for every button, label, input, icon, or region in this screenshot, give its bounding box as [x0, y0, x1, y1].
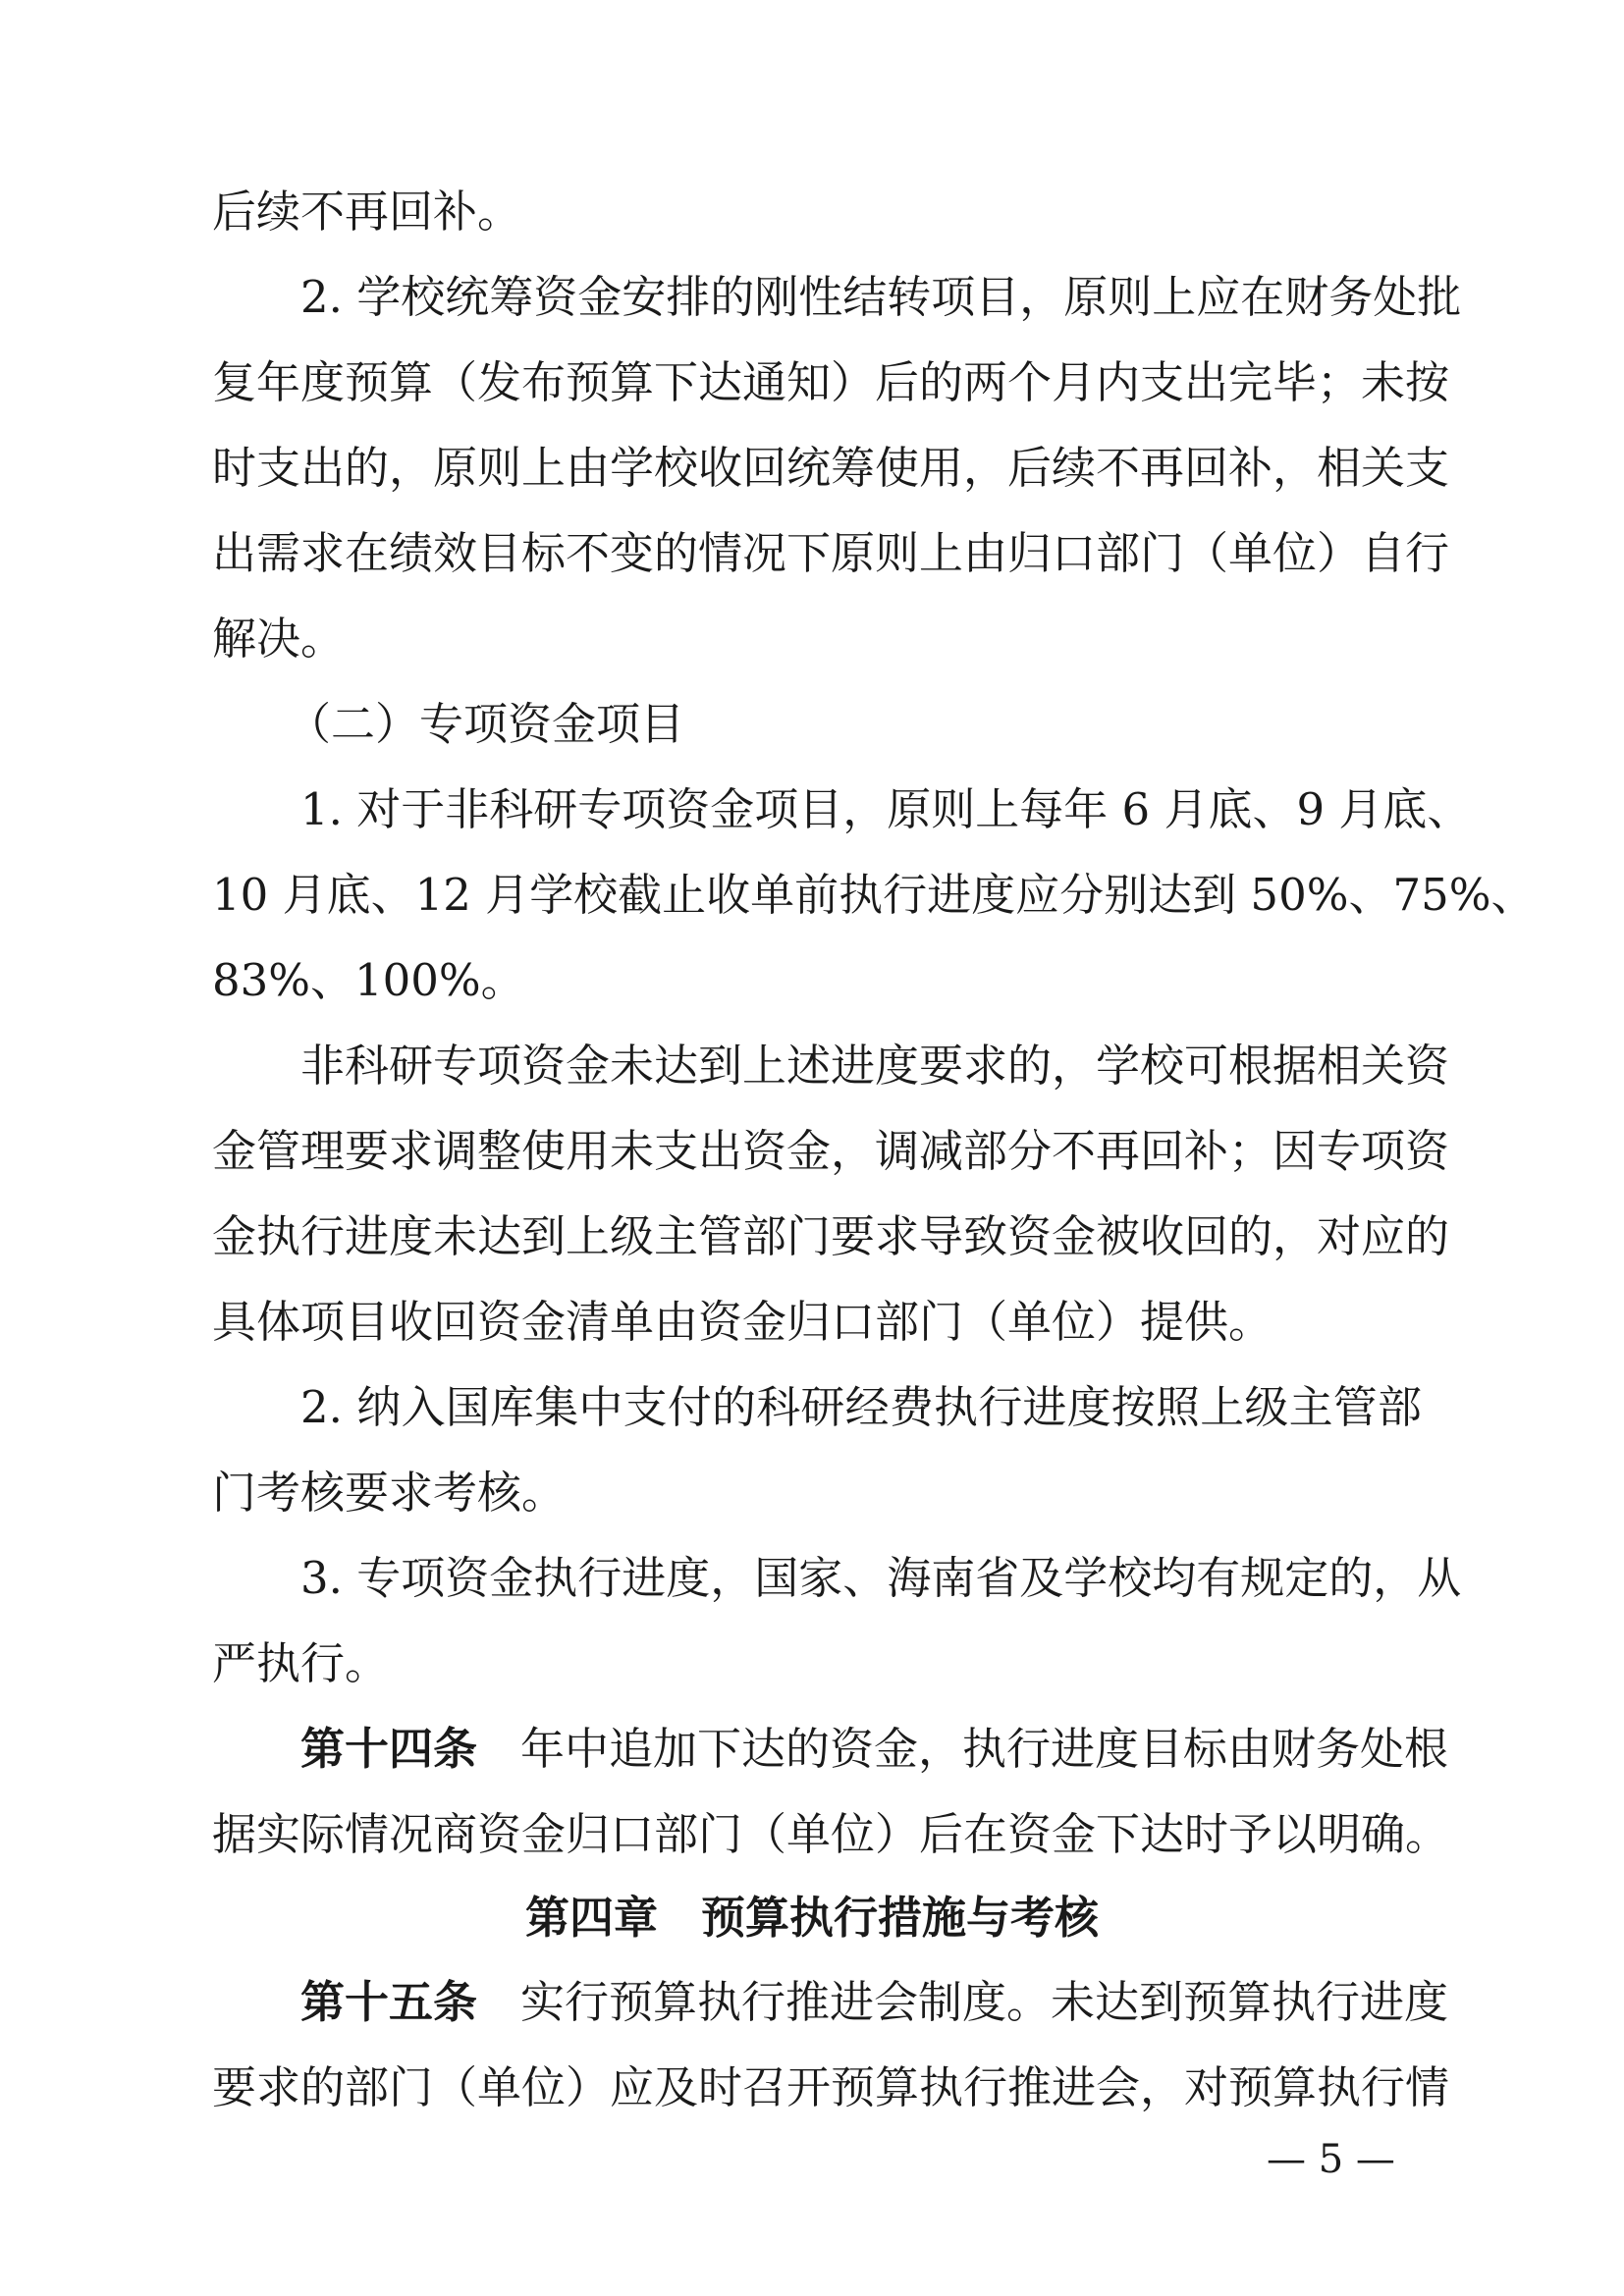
body-text: 3. 专项资金执行进度，国家、海南省及学校均有规定的，从	[300, 1552, 1462, 1604]
paragraph-line	[0, 1531, 1624, 1626]
chapter-heading	[0, 1871, 1624, 1965]
body-text: 2. 学校统筹资金安排的刚性结转项目，原则上应在财务处批	[300, 271, 1462, 323]
chapter-number: 第四章	[524, 1892, 658, 1944]
article-15	[0, 1955, 1624, 2050]
paragraph-line	[0, 1788, 1624, 1882]
article-15-text: 实行预算执行推进会制度。未达到预算执行进度	[520, 1976, 1449, 2028]
body-text: 门考核要求考核。	[212, 1467, 567, 1519]
paragraph-line	[0, 250, 1624, 345]
paragraph-line	[0, 592, 1624, 686]
body-text: 时支出的，原则上由学校收回统筹使用，后续不再回补，相关支	[212, 442, 1450, 494]
body-text: 解决。	[212, 613, 346, 665]
body-text: 1. 对于非科研专项资金项目，原则上每年 6 月底、9 月底、	[300, 783, 1472, 835]
paragraph-line	[0, 763, 1624, 857]
paragraph-line	[0, 1617, 1624, 1711]
page-number: — 5 —	[1267, 2137, 1395, 2182]
paragraph-line	[0, 2041, 1624, 2135]
body-text: 金执行进度未达到上级主管部门要求导致资金被收回的，对应的	[212, 1210, 1450, 1262]
article-14-line-1	[300, 1702, 1448, 1796]
paragraph-line	[0, 336, 1624, 430]
paragraph-line	[0, 1446, 1624, 1540]
body-text: 具体项目收回资金清单由资金归口部门（单位）提供。	[212, 1296, 1273, 1348]
paragraph-line	[0, 1019, 1624, 1113]
article-14	[0, 1702, 1624, 1796]
body-text: 金管理要求调整使用未支出资金，调减部分不再回补；因专项资	[212, 1125, 1450, 1177]
body-text: 复年度预算（发布预算下达通知）后的两个月内支出完毕；未按	[212, 356, 1450, 408]
section-heading	[0, 677, 1624, 772]
article-15-line-1	[300, 1955, 1448, 2050]
paragraph-line	[0, 1361, 1624, 1455]
article-14-head: 第十四条	[300, 1723, 478, 1775]
body-text: 出需求在绩效目标不变的情况下原则上由归口部门（单位）自行	[212, 527, 1450, 579]
body-text: 非科研专项资金未达到上述进度要求的，学校可根据相关资	[300, 1040, 1450, 1092]
paragraph-line	[0, 1275, 1624, 1369]
body-text: 2. 纳入国库集中支付的科研经费执行进度按照上级主管部	[300, 1381, 1422, 1433]
chapter-title: 预算执行措施与考核	[701, 1892, 1100, 1944]
article-15-head: 第十五条	[300, 1976, 478, 2028]
body-text: 10 月底、12 月学校截止收单前执行进度应分别达到 50%、75%、	[212, 869, 1536, 921]
paragraph-line	[0, 1190, 1624, 1284]
section-heading-text: （二）专项资金项目	[287, 698, 685, 750]
paragraph-line	[0, 421, 1624, 515]
paragraph-line	[0, 165, 1624, 259]
article-14-text: 年中追加下达的资金，执行进度目标由财务处根	[520, 1723, 1449, 1775]
paragraph-line	[0, 934, 1624, 1028]
paragraph-line	[0, 1104, 1624, 1199]
body-text: 严执行。	[212, 1637, 390, 1689]
article-14-text: 据实际情况商资金归口部门（单位）后在资金下达时予以明确。	[212, 1808, 1450, 1860]
article-15-text: 要求的部门（单位）应及时召开预算执行推进会，对预算执行情	[212, 2061, 1450, 2113]
paragraph-line	[0, 507, 1624, 601]
paragraph-line	[0, 848, 1624, 942]
body-text: 后续不再回补。	[212, 186, 522, 238]
body-text: 83%、100%。	[212, 954, 525, 1006]
